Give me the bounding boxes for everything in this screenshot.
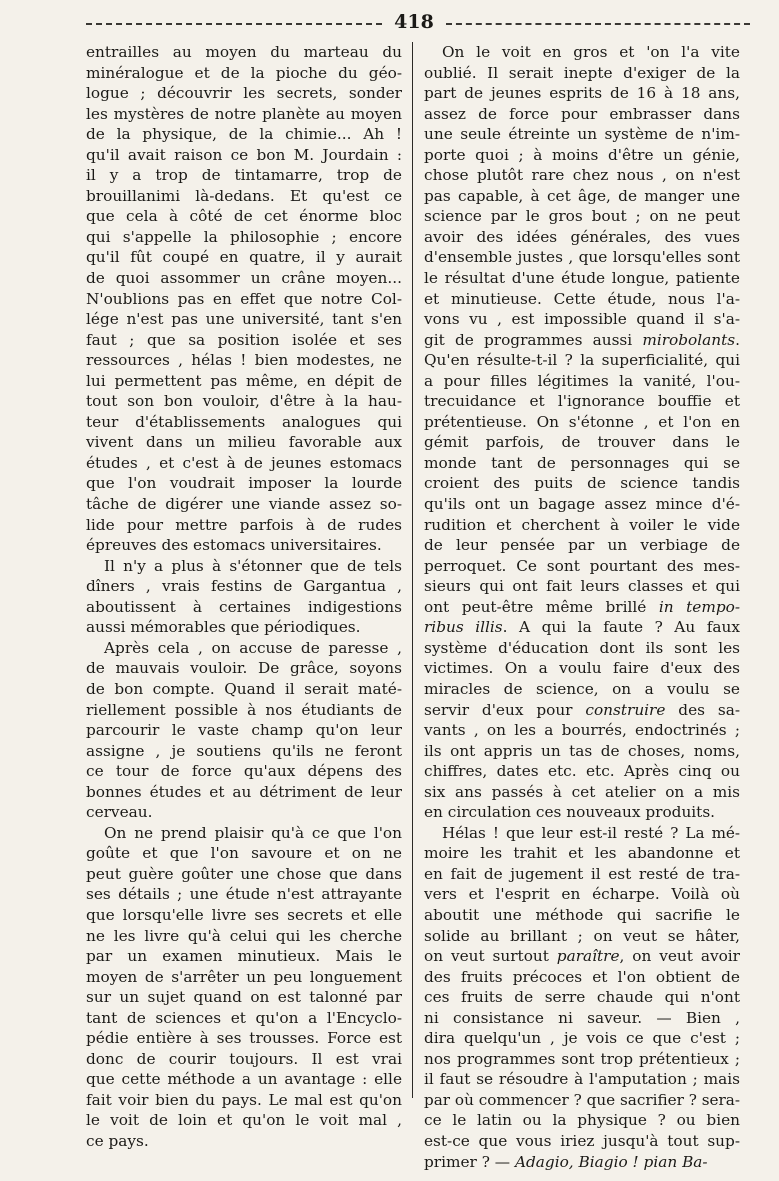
text-line: miracles de science, on a voulu se [424, 679, 740, 698]
text-line: lui permettent pas même, en dépit de [86, 371, 402, 390]
text-line: peut guère goûter une chose que dans [86, 864, 402, 883]
text-line: est-ce que vous iriez jusqu'à tout sup- [424, 1131, 740, 1150]
text-line: pas capable, à cet âge, de manger une [424, 186, 740, 205]
text-line: que cette méthode a un avantage : elle [86, 1070, 402, 1089]
right-column [424, 42, 740, 1172]
column-divider [412, 42, 413, 1098]
text-line: vants , on les a bourrés, endoctrinés ; [424, 721, 740, 740]
text-line: en fait de jugement il est resté de tra- [424, 864, 740, 883]
text-line: ce tour de force qu'aux dépens des [86, 762, 402, 781]
text-line: science par le gros bout ; on ne peut [424, 207, 740, 226]
text-line: et minutieuse. Cette étude, nous l'a- [424, 289, 740, 308]
text-line: sieurs qui ont fait leurs classes et qui [424, 577, 740, 596]
text-line: les mystères de notre planète au moyen [86, 104, 402, 123]
text-line: solide au brillant ; on veut se hâter, [424, 926, 740, 945]
text-line: moyen de s'arrêter un peu longuement [86, 967, 402, 986]
text-line: Il n'y a plus à s'étonner que de tels [104, 556, 402, 575]
text-line: goûte et que l'on savoure et on ne [86, 844, 402, 863]
text-line: gémit parfois, de trouver dans le [424, 433, 740, 452]
header-rule-left [86, 23, 382, 25]
text-line: que l'on voudrait imposer la lourde [86, 474, 402, 493]
text-line: moire les trahit et les abandonne et [424, 844, 740, 863]
text-line: riellement possible à nos étudiants de [86, 700, 402, 719]
text-line: épreuves des estomacs universitaires. [86, 536, 382, 555]
text-line: qui s'appelle la philosophie ; encore [86, 227, 402, 246]
text-line: chose plutôt rare chez nous , on n'est [424, 166, 740, 185]
text-line: teur d'établissements analogues qui [86, 412, 402, 431]
text-line: On ne prend plaisir qu'à ce que l'on [104, 823, 402, 842]
text-line: le voit de loin et qu'on le voit mal , [86, 1111, 402, 1130]
text-line: études , et c'est à de jeunes estomacs [86, 453, 402, 472]
text-line: une seule étreinte un système de n'im- [424, 125, 740, 144]
text-line: lide pour mettre parfois à de rudes [86, 515, 402, 534]
right-column-paragraph [424, 823, 740, 1172]
text-line: Qu'en résulte-t-il ? la superficialité, qui [424, 351, 740, 370]
text-line: fait voir bien du pays. Le mal est qu'on [86, 1090, 402, 1109]
text-line: qu'ils ont un bagage assez mince d'é- [424, 495, 740, 514]
page-header [86, 10, 750, 36]
text-line: système d'éducation dont ils sont les [424, 638, 740, 657]
text-line: brouillanimi là-dedans. Et qu'est ce [86, 186, 402, 205]
text-line: porte quoi ; à moins d'être un génie, [424, 145, 740, 164]
text-line: de la physique, de la chimie... Ah ! [86, 125, 402, 144]
text-line: a pour filles légitimes la vanité, l'ou- [424, 371, 740, 390]
text-line: dira quelqu'un , je vois ce que c'est ; [424, 1029, 740, 1048]
text-line: servir d'eux pour construire des sa- [424, 700, 741, 719]
text-line: parcourir le vaste champ qu'on leur [86, 721, 402, 740]
text-line: sur un sujet quand on est talonné par [86, 988, 402, 1007]
text-line: que cela à côté de cet énorme bloc [86, 207, 402, 226]
text-line: aussi mémorables que périodiques. [86, 618, 361, 637]
text-line: vons vu , est impossible quand il s'a- [424, 310, 740, 329]
text-line: cerveau. [86, 803, 153, 822]
text-line: dîners , vrais festins de Gargantua , [86, 577, 402, 596]
left-column [86, 42, 402, 1152]
text-line: trecuidance et l'ignorance bouffie et [424, 392, 740, 411]
text-line: qu'il fût coupé en quatre, il y aurait [86, 248, 402, 267]
text-line: Hélas ! que leur est-il resté ? La mé- [442, 823, 740, 842]
text-line: ne les livre qu'à celui qui les cherche [86, 926, 402, 945]
text-line: victimes. On a voulu faire d'eux des [424, 659, 740, 678]
text-line: de quoi assommer un crâne moyen... [86, 269, 402, 288]
text-line: ribus illis. A qui la faute ? Au faux [424, 618, 740, 637]
left-column-paragraph [86, 556, 402, 638]
text-line: lége n'est pas une université, tant s'en [86, 310, 402, 329]
text-line: entrailles au moyen du marteau du [86, 43, 402, 61]
text-line: donc de courir toujours. Il est vrai [86, 1049, 402, 1068]
text-line: Après cela , on accuse de paresse , [104, 638, 402, 657]
text-line: d'ensemble justes , que lorsqu'elles sont [424, 248, 740, 267]
text-line: On le voit en gros et 'on l'a vite [442, 43, 740, 61]
text-line: de mauvais vouloir. De grâce, soyons [86, 659, 402, 678]
text-line: tâche de digérer une viande assez so- [86, 495, 402, 514]
text-line: tant de sciences et qu'on a l'Encyclo- [86, 1008, 402, 1027]
text-line: chiffres, dates etc. etc. Après cinq ou [424, 762, 740, 781]
text-line: part de jeunes esprits de 16 à 18 ans, [424, 84, 740, 103]
text-line: de leur pensée par un verbiage de [424, 536, 740, 555]
text-line: on veut surtout paraître, on veut avoir [424, 947, 740, 966]
text-line: ressources , hélas ! bien modestes, ne [86, 351, 402, 370]
text-line: par un examen minutieux. Mais le [86, 947, 402, 966]
text-line: des fruits précoces et l'on obtient de [424, 967, 740, 986]
text-line: assigne , je soutiens qu'ils ne feront [86, 741, 402, 760]
text-line: il faut se résoudre à l'amputation ; mais [424, 1070, 740, 1089]
text-line: six ans passés à cet atelier on a mis [424, 782, 740, 801]
text-line: nos programmes sont trop prétentieux ; [424, 1049, 740, 1068]
text-line: que lorsqu'elle livre ses secrets et elle [86, 905, 402, 924]
text-line: git de programmes aussi mirobolants. [424, 330, 740, 349]
text-line: ce pays. [86, 1131, 149, 1150]
text-line: assez de force pour embrasser dans [424, 104, 740, 123]
text-line: ni consistance ni saveur. — Bien , [424, 1008, 740, 1027]
text-line: il y a trop de tintamarre, trop de [86, 166, 402, 185]
text-line: croient des puits de science tandis [424, 474, 740, 493]
text-line: N'oublions pas en effet que notre Col- [86, 289, 402, 308]
text-line: minéralogue et de la pioche du géo- [86, 63, 402, 82]
left-column-paragraph [86, 823, 402, 1152]
text-line: qu'il avait raison ce bon M. Jourdain : [86, 145, 402, 164]
text-line: vers et l'esprit en écharpe. Voilà où [424, 885, 740, 904]
text-line: prétentieuse. On s'étonne , et l'on en [424, 412, 740, 431]
text-line: pédie entière à ses trousses. Force est [86, 1029, 402, 1048]
left-column-paragraph [86, 42, 402, 556]
text-line: ses détails ; une étude n'est attrayante [86, 885, 402, 904]
text-line: logue ; découvrir les secrets, sonder [86, 84, 402, 103]
text-line: ce le latin ou la physique ? ou bien [424, 1111, 740, 1130]
text-line: faut ; que sa position isolée et ses [86, 330, 402, 349]
text-line: tout son bon vouloir, d'être à la hau- [86, 392, 402, 411]
right-column-paragraph [424, 42, 740, 823]
left-column-paragraph [86, 638, 402, 823]
text-line: le résultat d'une étude longue, patiente [424, 269, 740, 288]
text-line: rudition et cherchent à voiler le vide [424, 515, 740, 534]
text-line: aboutit une méthode qui sacrifie le [424, 905, 740, 924]
text-line: ils ont appris un tas de choses, noms, [424, 741, 740, 760]
text-line: primer ? — Adagio, Biagio ! pian Ba- [424, 1152, 708, 1171]
text-line: aboutissent à certaines indigestions [86, 597, 402, 616]
text-line: monde tant de personnages qui se [424, 453, 740, 472]
text-line: ont peut-être même brillé in tempo- [424, 597, 741, 616]
header-rule-right [446, 23, 750, 25]
text-line: bonnes études et au détriment de leur [86, 782, 402, 801]
text-line: par où commencer ? que sacrifier ? sera- [424, 1090, 740, 1109]
text-line: en circulation ces nouveaux produits. [424, 803, 716, 822]
text-line: de bon compte. Quand il serait maté- [86, 679, 402, 698]
text-line: oublié. Il serait inepte d'exiger de la [424, 63, 740, 82]
text-line: ces fruits de serre chaude qui n'ont [424, 988, 740, 1007]
text-line: avoir des idées générales, des vues [424, 227, 740, 246]
text-line: vivent dans un milieu favorable aux [86, 433, 402, 452]
page-number: 418 [394, 11, 434, 33]
text-line: perroquet. Ce sont pourtant des mes- [424, 556, 740, 575]
